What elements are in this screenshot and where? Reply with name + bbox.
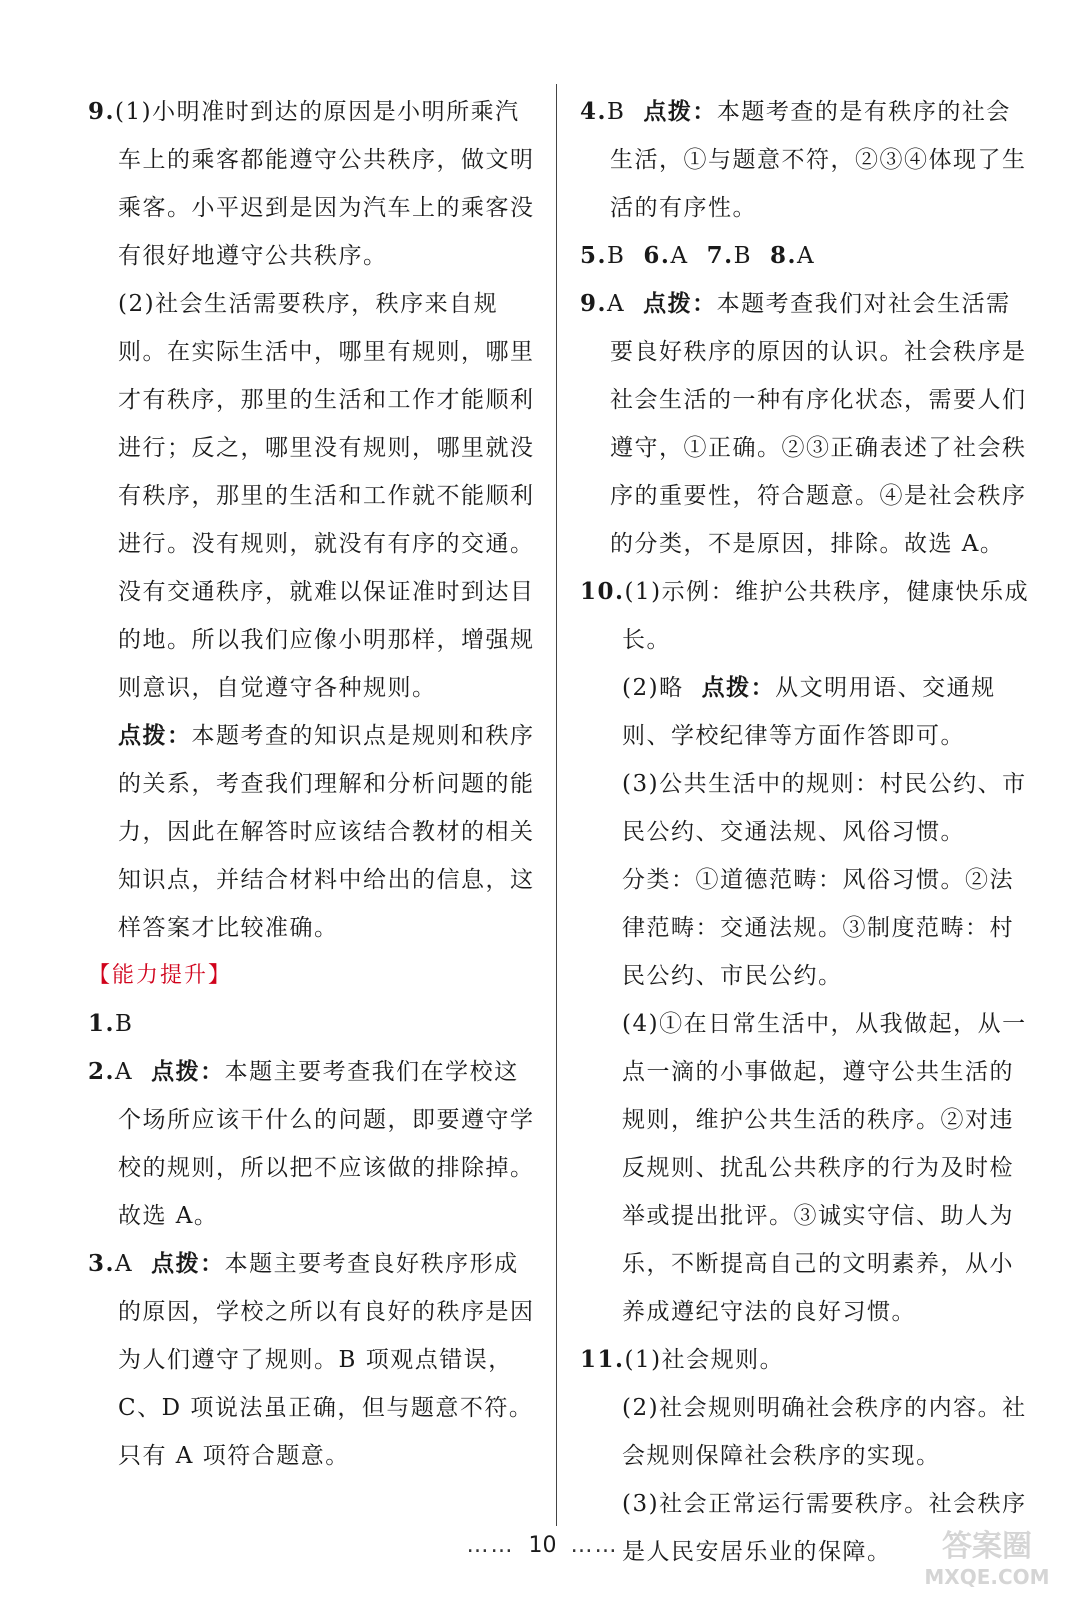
question-number: 7. (706, 242, 734, 269)
question-number: 1. (88, 1010, 116, 1037)
answer-choice: B (607, 99, 626, 125)
answer-choice: A (797, 243, 816, 269)
answer-choice: A (115, 1251, 134, 1277)
question-number: 6. (643, 242, 671, 269)
tip-text: 本题考查的是有秩序的社会生活，①与题意不符，②③④体现了生活的有序性。 (610, 99, 1027, 221)
tip-label: 点拨： (643, 98, 717, 125)
answer-10-part2 (580, 664, 1030, 760)
tip-text: 从文明用语、交通规则、学校纪律等方面作答即可。 (622, 675, 996, 749)
right-column (580, 88, 1030, 1576)
answer-10-classification: 分类：①道德范畴：风俗习惯。②法律范畴：交通法规。③制度范畴：村民公约、市民公约。 (622, 867, 1014, 989)
answer-1 (88, 1000, 536, 1048)
watermark-url: MXQE.COM (924, 1565, 1050, 1589)
footer-dots-left: …… (466, 1533, 515, 1558)
answer-text: (1)示例：维护公共秩序，健康快乐成长。 (622, 579, 1030, 653)
answer-3 (88, 1240, 536, 1480)
answer-9-part2: (2)社会生活需要秩序，秩序来自规则。在实际生活中，哪里有规则，哪里才有秩序，那里的生活和工作才能顺利进行；反之，哪里没有规则，哪里就没有秩序，那里的生活和工作就不能顺利进行。没有规则，就没有有序的交通。没有交通秩序，就难以保证准时到达目的地。所以我们应像小明那样，增强规则意识，自觉遵守各种规则。 (118, 291, 535, 701)
answer-choice: B (733, 243, 752, 269)
answer-choice: B (115, 1011, 134, 1037)
question-number: 11. (580, 1346, 625, 1373)
question-number: 2. (88, 1058, 116, 1085)
answer-text: (2)略 (622, 675, 684, 701)
answer-2 (88, 1048, 536, 1240)
answer-choice: B (607, 243, 626, 269)
section-title: 【能力提升】 (88, 963, 233, 988)
answer-text: (1)小明准时到达的原因是小明所乘汽车上的乘客都能遵守公共秩序，做文明乘客。小平迟到是因为汽车上的乘客没有很好地遵守公共秩序。 (115, 99, 535, 269)
tip-label: 点拨： (701, 674, 776, 701)
answer-9 (580, 280, 1030, 568)
answer-11-part2: (2)社会规则明确社会秩序的内容。社会规则保障社会秩序的实现。 (622, 1395, 1027, 1469)
column-divider (556, 84, 557, 1526)
answer-10-part1 (580, 568, 1030, 664)
question-number: 8. (769, 242, 797, 269)
answer-choice: A (607, 291, 626, 317)
tip-label: 点拨： (643, 290, 717, 317)
question-number: 3. (88, 1250, 116, 1277)
page-number: 10 (528, 1533, 557, 1558)
question-number: 4. (580, 98, 608, 125)
question-number: 5. (580, 242, 608, 269)
answer-choice: A (115, 1059, 134, 1085)
tip-text: 本题主要考查良好秩序形成的原因，学校之所以有良好的秩序是因为人们遵守了规则。B 项观点错误，C、D 项说法虽正确，但与题意不符。只有 A 项符合题意。 (118, 1251, 535, 1469)
watermark-logo (907, 1522, 1067, 1592)
question-number: 10. (580, 578, 625, 605)
answer-text: (1)社会规则。 (624, 1347, 785, 1373)
answer-9-tip (88, 712, 536, 952)
tip-text: 本题主要考查我们在学校这个场所应该干什么的问题，即要遵守学校的规则，所以把不应该做的排除掉。故选 A。 (118, 1059, 535, 1229)
answer-choice: A (670, 243, 689, 269)
watermark-text: 答案圈 (942, 1529, 1032, 1564)
question-number: 9. (580, 290, 608, 317)
tip-text: 本题考查的知识点是规则和秩序的关系，考查我们理解和分析问题的能力，因此在解答时应该结合教材的相关知识点，并结合材料中给出的信息，这样答案才比较准确。 (118, 723, 535, 941)
tip-label: 点拨： (118, 722, 192, 749)
tip-text: 本题考查我们对社会生活需要良好秩序的原因的认识。社会秩序是社会生活的一种有序化状态，需要人们遵守，①正确。②③正确表述了社会秩序的重要性，符合题意。④是社会秩序的分类，不是原因，排除。故选 A。 (610, 291, 1027, 557)
answer-11-part1 (580, 1336, 1030, 1384)
answers-5-to-8 (580, 232, 1030, 280)
left-column (88, 88, 536, 1480)
answer-10-part3: (3)公共生活中的规则：村民公约、市民公约、交通法规、风俗习惯。 (622, 771, 1027, 845)
tip-label: 点拨： (151, 1058, 225, 1085)
footer-dots-right: …… (570, 1533, 619, 1558)
answer-10-part4: (4)①在日常生活中，从我做起，从一点一滴的小事做起，遵守公共生活的规则，维护公共生活的秩序。②对违反规则、扰乱公共秩序的行为及时检举或提出批评。③诚实守信、助人为乐，不断提高自己的文明素养，从小养成遵纪守法的良好习惯。 (622, 1011, 1027, 1325)
answer-9-part1 (88, 88, 536, 280)
answer-11-part3: (3)社会正常运行需要秩序。社会秩序是人民安居乐业的保障。 (622, 1491, 1027, 1565)
answer-4 (580, 88, 1030, 232)
tip-label: 点拨： (151, 1250, 225, 1277)
question-number: 9. (88, 98, 116, 125)
